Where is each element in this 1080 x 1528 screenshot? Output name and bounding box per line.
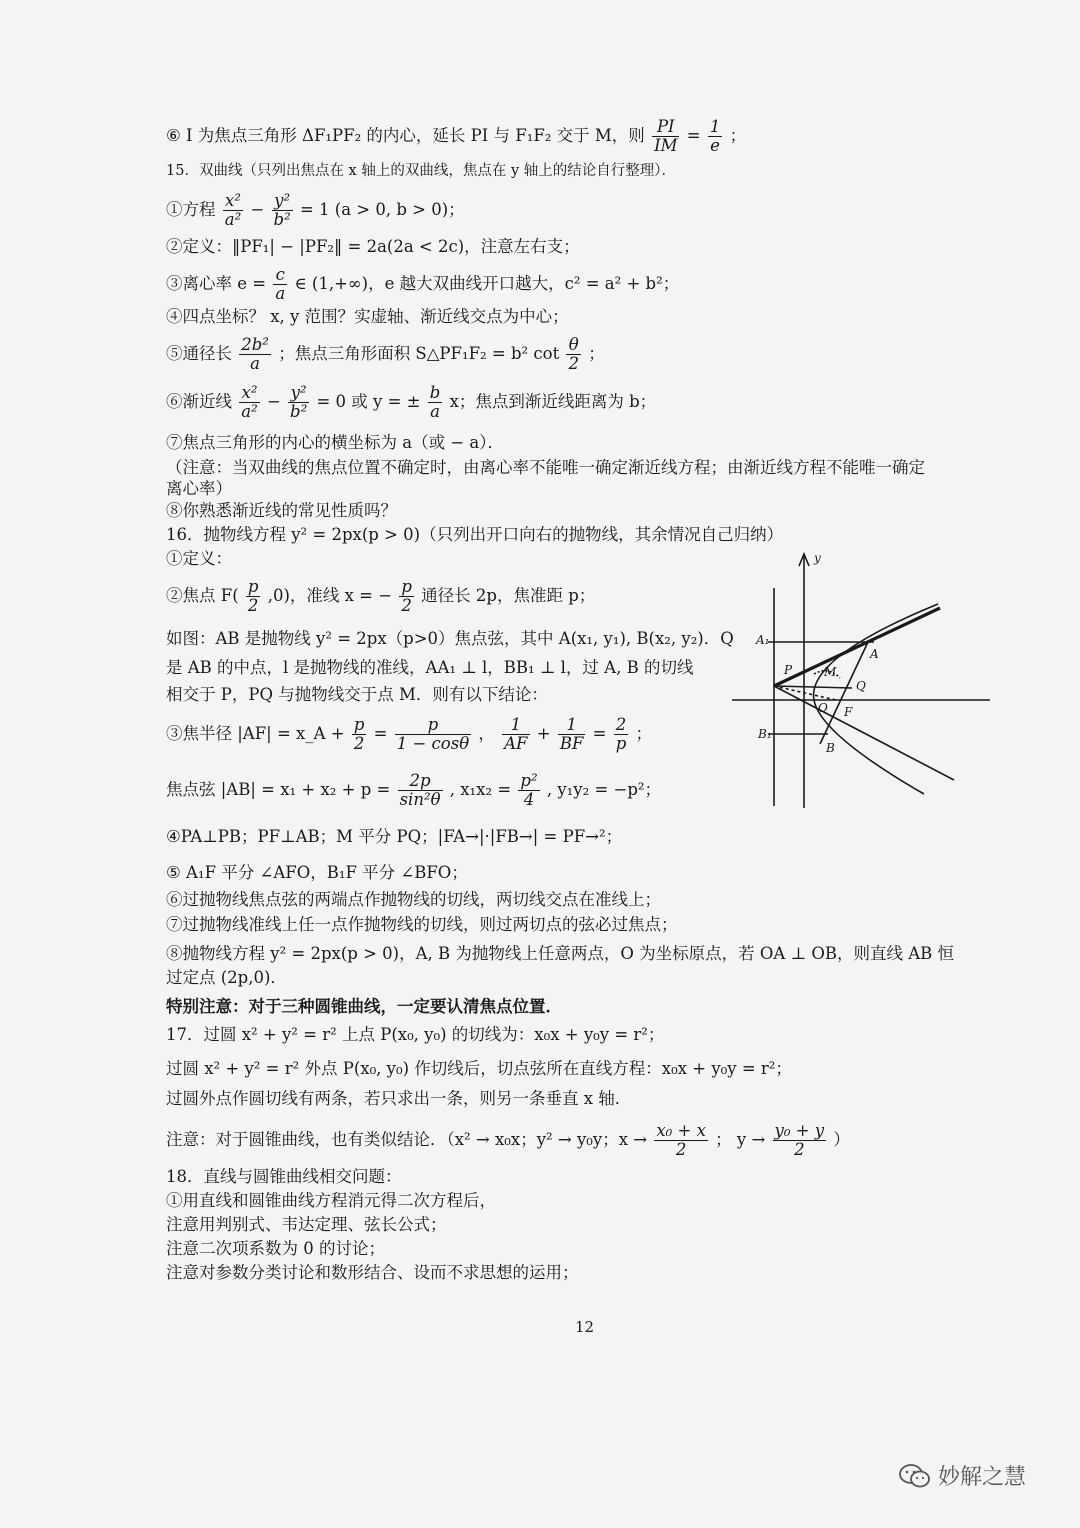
section-16-heading: 16．抛物线方程 y² = 2px(p > 0)（只列出开口向右的抛物线，其余情况自己归纳） bbox=[166, 525, 784, 544]
label-f: F bbox=[844, 705, 853, 719]
parabola-bisect: ⑤ A₁F 平分 ∠AFO，B₁F 平分 ∠BFO； bbox=[166, 863, 468, 882]
parabola-focal-radius bbox=[166, 716, 652, 753]
page-number: 12 bbox=[575, 1318, 595, 1336]
fraction bbox=[773, 1122, 827, 1159]
numerator: x² bbox=[239, 384, 259, 403]
text: ， bbox=[478, 724, 495, 743]
section-17-heading: 17．过圆 x² + y² = r² 上点 P(x₀, y₀) 的切线为：x₀x + y₀y = r²； bbox=[166, 1025, 665, 1044]
watermark-text: 妙解之慧 bbox=[938, 1465, 1027, 1490]
fraction bbox=[566, 336, 581, 373]
text: − bbox=[250, 200, 265, 219]
denominator: sin²θ bbox=[399, 790, 441, 809]
text: + bbox=[536, 724, 551, 743]
fraction bbox=[239, 336, 271, 373]
label-y: y bbox=[814, 551, 821, 565]
denominator: 2 bbox=[568, 354, 579, 373]
text: 焦点弦 |AB| = x₁ + x₂ + p = bbox=[166, 780, 391, 799]
numerator: 1 bbox=[502, 716, 529, 735]
special-note: 特别注意：对于三种圆锥曲线，一定要认清焦点位置． bbox=[166, 997, 562, 1016]
fraction bbox=[246, 578, 261, 615]
hyperbola-asymptote-question: ⑧你熟悉渐近线的常见性质吗？ bbox=[166, 501, 397, 520]
numerator: p bbox=[395, 716, 471, 735]
fraction bbox=[223, 192, 243, 229]
denominator: IM bbox=[654, 136, 678, 155]
hyperbola-latus-rectum bbox=[166, 336, 605, 373]
numerator: x² bbox=[223, 192, 243, 211]
hyperbola-definition: ②定义：‖PF₁| − |PF₂‖ = 2a(2a < 2c)，注意左右支； bbox=[166, 237, 580, 256]
text: ； bbox=[588, 344, 605, 363]
text: , y₁y₂ = −p²； bbox=[546, 780, 662, 799]
intersection-step-1: ①用直线和圆锥曲线方程消元得二次方程后， bbox=[166, 1191, 496, 1210]
text: 通径长 2p，焦准距 p； bbox=[421, 586, 596, 605]
label-a: A bbox=[870, 647, 879, 661]
conic-analogy-note bbox=[166, 1122, 850, 1159]
parabola-perpendicular: ④PA⊥PB；PF⊥AB；M 平分 PQ；|FA→|·|FB→| = PF→²； bbox=[166, 827, 623, 846]
text: = 0 或 y = ± bbox=[316, 392, 421, 411]
text: , x₁x₂ = bbox=[449, 780, 512, 799]
hyperbola-coordinates: ④四点坐标？ x, y 范围？实虚轴、渐近线交点为中心； bbox=[166, 307, 569, 326]
label-b: B bbox=[826, 741, 835, 755]
numerator: PI bbox=[652, 118, 679, 137]
parabola-focal-chord bbox=[166, 772, 661, 809]
denominator: b² bbox=[273, 210, 291, 229]
text: ） bbox=[833, 1130, 850, 1149]
denominator: p bbox=[615, 734, 627, 753]
text: − bbox=[266, 392, 281, 411]
numerator: p² bbox=[520, 771, 538, 790]
intersection-step-2: 注意用判别式、韦达定理、弦长公式； bbox=[166, 1215, 447, 1234]
denominator: 4 bbox=[523, 790, 535, 809]
numerator: 1 bbox=[558, 716, 586, 735]
denominator: a bbox=[250, 354, 261, 373]
label-b1: B₁ bbox=[758, 727, 772, 741]
text: x；焦点到渐近线距离为 b； bbox=[449, 392, 657, 411]
hyperbola-note-cont: 离心率） bbox=[166, 479, 232, 498]
text: ；焦点三角形面积 S△PF₁F₂ = b² cot bbox=[278, 344, 560, 363]
text: = bbox=[373, 724, 388, 743]
fraction bbox=[654, 1122, 708, 1159]
text: ； bbox=[729, 126, 747, 145]
circle-two-tangents: 过圆外点作圆切线有两条，若只求出一条，则另一条垂直 x 轴． bbox=[166, 1089, 632, 1108]
text: ∈ (1,+∞)，e 越大双曲线开口越大，c² = a² + b²； bbox=[294, 274, 680, 293]
hyperbola-eccentricity bbox=[166, 266, 679, 303]
fraction bbox=[273, 266, 287, 303]
numerator: 2 bbox=[614, 716, 629, 735]
circle-chord-of-contact: 过圆 x² + y² = r² 外点 P(x₀, y₀) 作切线后，切点弦所在直线方程：x₀x + y₀y = r²； bbox=[166, 1059, 792, 1078]
numerator: 1 bbox=[709, 117, 721, 136]
parabola-figure bbox=[728, 548, 994, 810]
denominator: b² bbox=[290, 402, 308, 421]
text: = bbox=[592, 724, 607, 743]
numerator: p bbox=[353, 715, 365, 734]
text: = 1 (a > 0, b > 0)； bbox=[299, 200, 465, 219]
numerator: x₀ + x bbox=[656, 1121, 706, 1140]
fraction bbox=[399, 578, 414, 615]
text: ,0)，准线 x = − bbox=[267, 586, 393, 605]
fraction bbox=[614, 716, 629, 753]
fraction bbox=[288, 384, 309, 421]
hyperbola-equation bbox=[166, 192, 465, 229]
numerator: p bbox=[401, 577, 412, 596]
intersection-step-4: 注意对参数分类讨论和数形结合、设而不求思想的运用； bbox=[166, 1263, 579, 1282]
fraction bbox=[239, 384, 259, 421]
numerator: 2p bbox=[398, 772, 443, 791]
numerator: θ bbox=[566, 336, 581, 355]
focal-chord-ab bbox=[820, 642, 868, 744]
fraction bbox=[395, 716, 471, 753]
numerator: y² bbox=[272, 192, 293, 211]
wechat-icon bbox=[898, 1463, 932, 1489]
item-incenter bbox=[166, 118, 746, 155]
denominator: a bbox=[430, 402, 440, 421]
label-a1: A₁ bbox=[756, 633, 770, 647]
denominator: 2 bbox=[247, 596, 259, 615]
fraction bbox=[708, 118, 723, 155]
text: ⑤通径长 bbox=[166, 344, 232, 363]
text: ③焦半径 |AF| = x_A + bbox=[166, 724, 345, 743]
section-15-heading: 15．双曲线（只列出焦点在 x 轴上的双曲线，焦点在 y 轴上的结论自行整理）． bbox=[166, 163, 677, 179]
text: ； bbox=[635, 724, 653, 743]
tangent-at-a bbox=[774, 608, 940, 686]
denominator: BF bbox=[559, 734, 584, 753]
text: ①方程 bbox=[166, 200, 216, 219]
parabola-figure-desc-1: 如图：AB 是抛物线 y² = 2px（p>0）焦点弦，其中 A(x₁, y₁), B(x₂, y₂)．Q bbox=[166, 629, 734, 648]
denominator: a² bbox=[241, 402, 258, 421]
parabola-focus bbox=[166, 578, 595, 615]
segment-pq bbox=[774, 686, 852, 688]
fraction bbox=[352, 716, 367, 753]
denominator: 2 bbox=[353, 734, 365, 753]
parabola-definition: ①定义： bbox=[166, 549, 232, 568]
fraction bbox=[652, 118, 679, 155]
text: = bbox=[686, 126, 701, 145]
parabola-fixed-point: ⑧抛物线方程 y² = 2px(p > 0)，A, B 为抛物线上任意两点，O 为坐标原点，若 OA ⊥ OB，则直线 AB 恒 bbox=[166, 944, 955, 963]
watermark bbox=[898, 1460, 1026, 1491]
hyperbola-incenter: ⑦焦点三角形的内心的横坐标为 a（或 − a）． bbox=[166, 433, 504, 452]
text: 注意：对于圆锥曲线，也有类似结论．（x² → x₀x；y² → y₀y；x → bbox=[166, 1130, 648, 1149]
parabola-figure-desc-2: 是 AB 的中点，l 是抛物线的准线，AA₁ ⊥ l，BB₁ ⊥ l，过 A, B 的切线 bbox=[166, 658, 694, 677]
parabola-tangent-2: ⑦过抛物线准线上任一点作抛物线的切线，则过两切点的弦必过焦点； bbox=[166, 915, 678, 934]
parabola-curve bbox=[814, 604, 938, 794]
hyperbola-note: （注意：当双曲线的焦点位置不确定时，由离心率不能唯一确定渐近线方程；由渐近线方程不能唯一确定 bbox=[166, 458, 925, 477]
text: ⑥渐近线 bbox=[166, 392, 232, 411]
parabola-figure-desc-3: 相交于 P，PQ 与抛物线交于点 M．则有以下结论： bbox=[166, 685, 548, 704]
numerator: y² bbox=[288, 384, 309, 403]
fraction bbox=[272, 192, 293, 229]
fraction bbox=[518, 772, 539, 809]
label-p: P bbox=[784, 663, 793, 677]
fraction bbox=[398, 772, 443, 809]
fraction bbox=[558, 716, 586, 753]
label-q: Q bbox=[856, 679, 866, 693]
denominator: AF bbox=[504, 734, 528, 753]
intersection-step-3: 注意二次项系数为 0 的讨论； bbox=[166, 1239, 385, 1258]
text: ⑥ I 为焦点三角形 ΔF₁PF₂ 的内心，延长 PI 与 F₁F₂ 交于 M，则 bbox=[166, 126, 645, 145]
denominator: 2 bbox=[401, 596, 412, 615]
label-m: M bbox=[824, 665, 837, 679]
denominator: 2 bbox=[794, 1140, 805, 1159]
numerator: b bbox=[429, 383, 441, 402]
hyperbola-asymptote bbox=[166, 384, 656, 421]
numerator: p bbox=[247, 577, 259, 596]
denominator: a² bbox=[224, 210, 242, 229]
section-18-heading: 18．直线与圆锥曲线相交问题： bbox=[166, 1167, 402, 1186]
fraction bbox=[428, 384, 443, 421]
numerator: 2b² bbox=[241, 335, 269, 354]
fraction bbox=[502, 716, 529, 753]
label-o: O bbox=[818, 701, 828, 715]
denominator: 1 − cosθ bbox=[396, 734, 470, 753]
parabola-tangent-1: ⑥过抛物线焦点弦的两端点作抛物线的切线，两切线交点在准线上； bbox=[166, 890, 661, 909]
text: ③离心率 e = bbox=[166, 274, 267, 293]
text: ②焦点 F( bbox=[166, 586, 239, 605]
text: ； y → bbox=[715, 1130, 766, 1149]
numerator: c bbox=[273, 266, 287, 285]
denominator: 2 bbox=[675, 1140, 687, 1159]
denominator: a bbox=[275, 284, 286, 303]
numerator: y₀ + y bbox=[774, 1121, 825, 1140]
denominator: e bbox=[710, 136, 720, 155]
parabola-fixed-point-cont: 过定点 (2p,0)． bbox=[166, 968, 287, 987]
